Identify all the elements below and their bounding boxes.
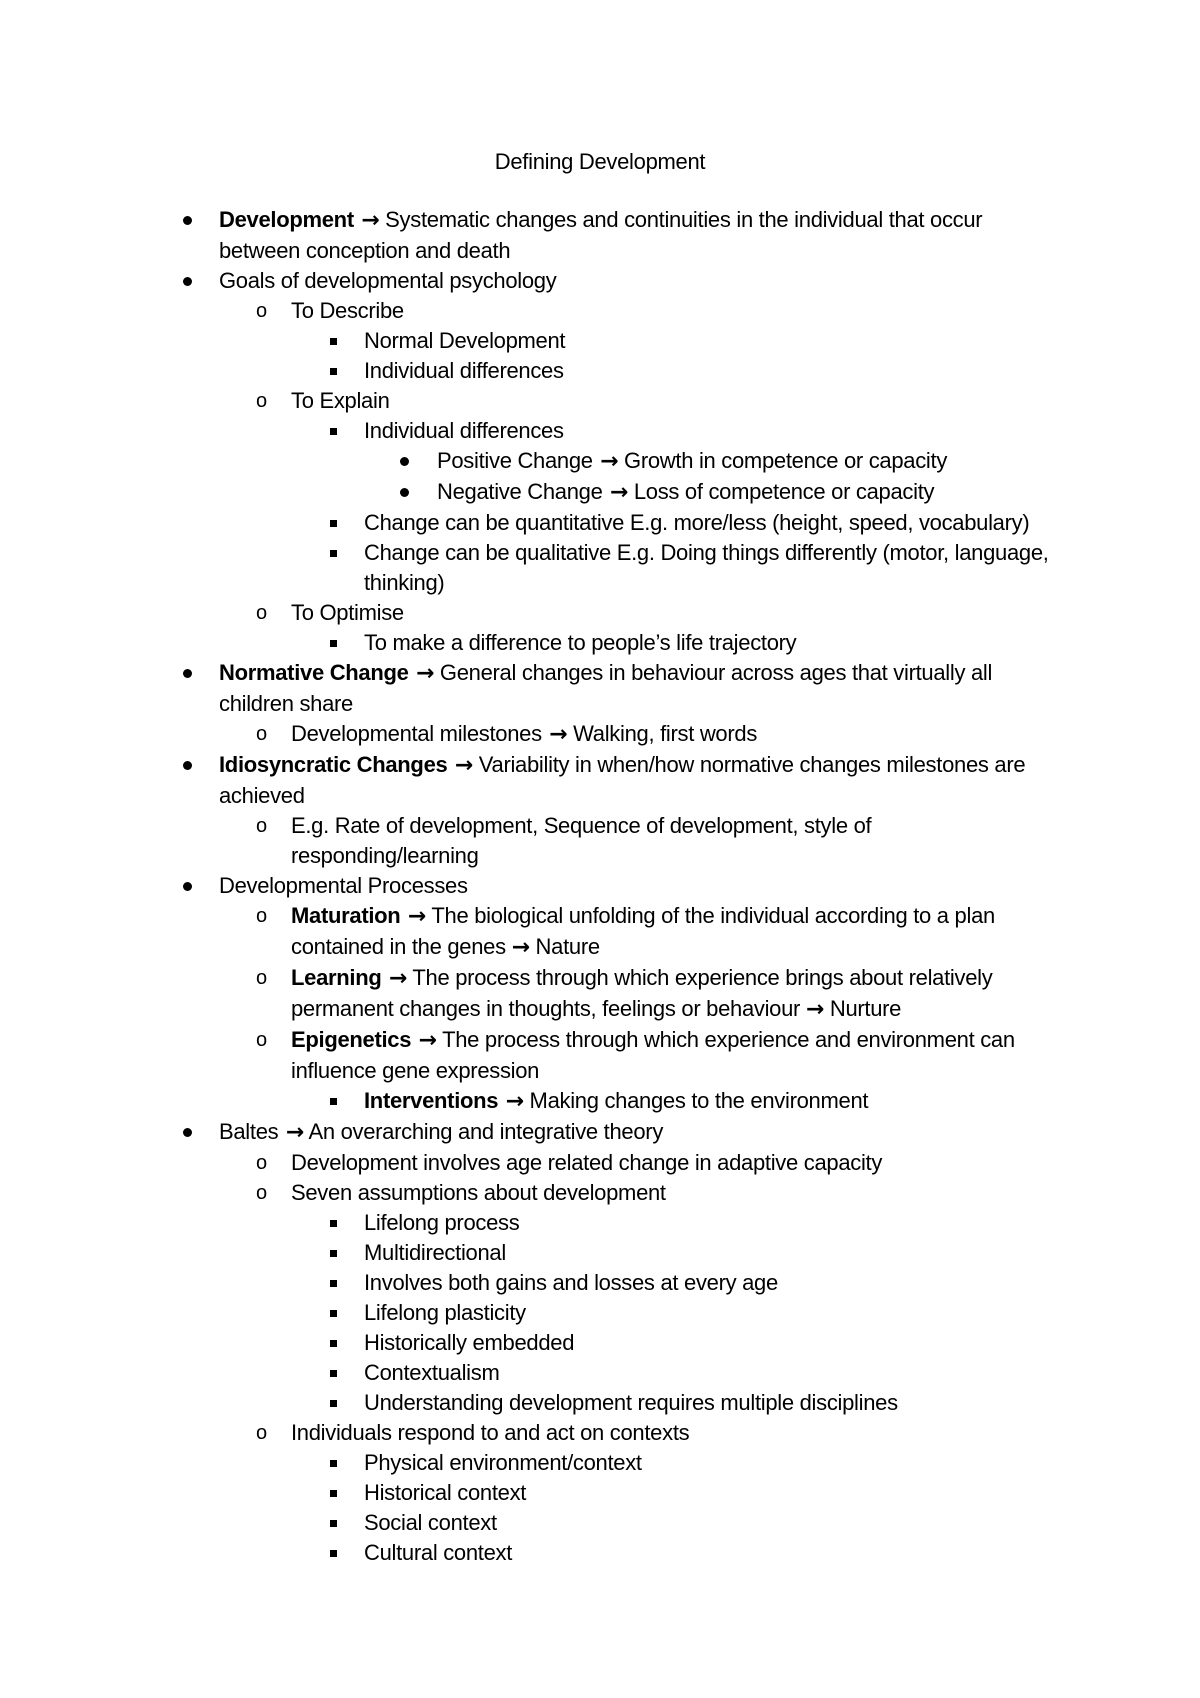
term-label: Normative Change xyxy=(219,660,409,685)
list-item-text xyxy=(291,296,1059,326)
item-text: Cultural context xyxy=(364,1540,513,1565)
list-item-text xyxy=(291,901,1059,963)
item-text: The process through which experience brings about relatively permanent changes in thoughts, feelings or behaviour xyxy=(291,965,993,1021)
list-item xyxy=(0,1508,1059,1538)
bullet-square-icon xyxy=(330,326,337,356)
bullet-dot-icon xyxy=(183,266,192,296)
item-text: Physical environment/context xyxy=(364,1450,642,1475)
list-item-text xyxy=(364,356,1059,386)
bullet-square-icon xyxy=(330,628,337,658)
bullet-dot-icon xyxy=(400,488,409,497)
list-item xyxy=(0,1418,1059,1448)
item-text: Individual differences xyxy=(364,418,564,443)
right-arrow-icon: → xyxy=(381,966,407,991)
bullet-dot-icon xyxy=(183,871,192,901)
bullet-square-icon xyxy=(330,1358,337,1388)
list-item xyxy=(0,1478,1059,1508)
bullet-square-icon xyxy=(330,1220,337,1227)
bullet-circle-icon xyxy=(256,719,267,749)
list-item-text xyxy=(219,1117,1059,1148)
bullet-circle-glyph: o xyxy=(256,967,267,989)
bullet-circle-glyph: o xyxy=(256,905,267,927)
list-item xyxy=(0,296,1059,326)
bullet-dot-icon xyxy=(183,750,192,780)
bullet-square-icon xyxy=(330,1478,337,1508)
item-text: An overarching and integrative theory xyxy=(303,1119,664,1144)
list-item xyxy=(0,1117,1059,1148)
bullet-square-icon xyxy=(330,538,337,568)
bullet-circle-glyph: o xyxy=(256,815,267,837)
list-item-text xyxy=(364,508,1059,538)
list-item-text xyxy=(364,1086,1059,1117)
bullet-dot-icon xyxy=(183,658,192,688)
item-text: Walking, first words xyxy=(567,721,758,746)
list-item-text xyxy=(291,598,1059,628)
bullet-circle-icon xyxy=(256,1148,267,1178)
bullet-square-icon xyxy=(330,1400,337,1407)
right-arrow-icon: → xyxy=(602,480,629,505)
bullet-square-icon xyxy=(330,1098,337,1105)
bullet-square-icon xyxy=(330,1508,337,1538)
bullet-square-icon xyxy=(330,416,337,446)
bullet-dot-icon xyxy=(183,761,192,770)
page-title: Defining Development xyxy=(494,149,706,174)
lead-label: Developmental milestones xyxy=(291,721,542,746)
list-item xyxy=(0,719,1059,750)
item-text: Lifelong plasticity xyxy=(364,1300,526,1325)
tail-text: Nurture xyxy=(824,996,902,1021)
item-text: Lifelong process xyxy=(364,1210,520,1235)
bullet-circle-glyph: o xyxy=(256,1182,267,1204)
item-text: Goals of developmental psychology xyxy=(219,268,557,293)
term-label: Learning xyxy=(291,965,382,990)
list-item xyxy=(0,628,1059,658)
item-text: Loss of competence or capacity xyxy=(628,479,935,504)
bullet-circle-icon xyxy=(256,1178,267,1208)
item-text: To Describe xyxy=(291,298,404,323)
bullet-square-icon xyxy=(330,1550,337,1557)
list-item xyxy=(0,356,1059,386)
list-item xyxy=(0,326,1059,356)
list-item-text xyxy=(364,538,1059,598)
list-item-text xyxy=(364,1538,1059,1568)
list-item xyxy=(0,1148,1059,1178)
bullet-square-icon xyxy=(330,1238,337,1268)
item-text: Developmental Processes xyxy=(219,873,468,898)
list-item xyxy=(0,266,1059,296)
bullet-square-icon xyxy=(330,520,337,527)
bullet-circle-icon xyxy=(256,598,267,628)
list-item xyxy=(0,1025,1059,1086)
right-arrow-icon: → xyxy=(541,722,568,747)
bullet-square-icon xyxy=(330,1340,337,1347)
bullet-square-icon xyxy=(330,1388,337,1418)
bullet-list xyxy=(0,205,1200,1568)
list-item xyxy=(0,901,1059,963)
list-item xyxy=(0,538,1059,598)
list-item xyxy=(0,1208,1059,1238)
list-item xyxy=(0,1178,1059,1208)
list-item xyxy=(0,477,1059,508)
bullet-square-icon xyxy=(330,1086,337,1116)
list-item-text xyxy=(291,1148,1059,1178)
list-item-text xyxy=(364,1448,1059,1478)
bullet-circle-icon xyxy=(256,296,267,326)
term-label: Interventions xyxy=(364,1088,499,1113)
list-item xyxy=(0,1358,1059,1388)
item-text: Variability in when/how normative changes milestones are achieved xyxy=(219,752,1026,808)
bullet-circle-glyph: o xyxy=(256,1152,267,1174)
term-label: Maturation xyxy=(291,903,401,928)
right-arrow-icon: → xyxy=(805,997,825,1022)
list-item xyxy=(0,1298,1059,1328)
lead-label: Positive Change xyxy=(437,448,593,473)
item-text: Making changes to the environment xyxy=(523,1088,869,1113)
item-text: Individuals respond to and act on contexts xyxy=(291,1420,690,1445)
list-item xyxy=(0,1388,1059,1418)
list-item xyxy=(0,658,1059,719)
bullet-square-icon xyxy=(330,1460,337,1467)
list-item xyxy=(0,750,1059,811)
bullet-dot-icon xyxy=(183,882,192,891)
item-text: Change can be quantitative E.g. more/less (height, speed, vocabulary) xyxy=(364,510,1030,535)
list-item xyxy=(0,205,1059,266)
item-text: E.g. Rate of development, Sequence of development, style of responding/learning xyxy=(291,813,872,868)
list-item-text xyxy=(364,326,1059,356)
bullet-circle-glyph: o xyxy=(256,723,267,745)
bullet-dot-icon xyxy=(400,477,409,507)
item-text: General changes in behaviour across ages that virtually all children share xyxy=(219,660,993,716)
item-text: Seven assumptions about development xyxy=(291,1180,666,1205)
bullet-square-icon xyxy=(330,1328,337,1358)
bullet-circle-icon xyxy=(256,811,267,841)
list-item-text xyxy=(364,1358,1059,1388)
lead-label: Negative Change xyxy=(437,479,603,504)
item-text: Development involves age related change in adaptive capacity xyxy=(291,1150,883,1175)
right-arrow-icon: → xyxy=(447,753,473,778)
bullet-dot-icon xyxy=(183,205,192,235)
list-item xyxy=(0,508,1059,538)
list-item xyxy=(0,963,1059,1025)
term-label: Epigenetics xyxy=(291,1027,412,1052)
list-item xyxy=(0,386,1059,416)
list-item-text xyxy=(291,811,1059,871)
list-item xyxy=(0,1448,1059,1478)
list-item-text xyxy=(291,963,1059,1025)
bullet-circle-glyph: o xyxy=(256,1029,267,1051)
bullet-circle-icon xyxy=(256,1418,267,1448)
bullet-dot-icon xyxy=(400,457,409,466)
list-item-text xyxy=(364,1328,1059,1358)
bullet-square-icon xyxy=(330,1538,337,1568)
bullet-circle-glyph: o xyxy=(256,1422,267,1444)
bullet-square-icon xyxy=(330,1370,337,1377)
list-item-text xyxy=(364,1238,1059,1268)
list-item xyxy=(0,1238,1059,1268)
list-item-text xyxy=(364,1208,1059,1238)
item-text: The biological unfolding of the individual according to a plan contained in the genes xyxy=(291,903,995,959)
list-item-text xyxy=(219,658,1059,719)
bullet-square-icon xyxy=(330,508,337,538)
item-text: Historically embedded xyxy=(364,1330,575,1355)
bullet-square-icon xyxy=(330,1448,337,1478)
list-item xyxy=(0,1328,1059,1358)
bullet-square-icon xyxy=(330,1490,337,1497)
bullet-square-icon xyxy=(330,1298,337,1328)
bullet-square-icon xyxy=(330,368,337,375)
list-item-text xyxy=(364,1508,1059,1538)
list-item-text xyxy=(219,871,1059,901)
list-item-text xyxy=(364,416,1059,446)
list-item-text xyxy=(291,1418,1059,1448)
bullet-square-icon xyxy=(330,1280,337,1287)
bullet-dot-icon xyxy=(183,277,192,286)
item-text: The process through which experience and environment can influence gene expression xyxy=(291,1027,1015,1083)
list-item-text xyxy=(364,628,1059,658)
list-item-text xyxy=(291,1178,1059,1208)
list-item-text xyxy=(364,1478,1059,1508)
bullet-square-icon xyxy=(330,356,337,386)
list-item-text xyxy=(364,1268,1059,1298)
bullet-circle-icon xyxy=(256,963,267,993)
bullet-square-icon xyxy=(330,1268,337,1298)
list-item-text xyxy=(291,386,1059,416)
bullet-circle-glyph: o xyxy=(256,300,267,322)
bullet-circle-glyph: o xyxy=(256,390,267,412)
item-text: Understanding development requires multiple disciplines xyxy=(364,1390,898,1415)
list-item-text xyxy=(219,266,1059,296)
item-text: Individual differences xyxy=(364,358,564,383)
bullet-square-icon xyxy=(330,338,337,345)
list-item-text xyxy=(219,750,1059,811)
list-item xyxy=(0,871,1059,901)
right-arrow-icon: → xyxy=(278,1120,304,1145)
list-item xyxy=(0,811,1059,871)
item-text: Systematic changes and continuities in the individual that occur between conception and death xyxy=(219,207,983,263)
bullet-circle-glyph: o xyxy=(256,602,267,624)
bullet-square-icon xyxy=(330,1520,337,1527)
bullet-square-icon xyxy=(330,428,337,435)
bullet-square-icon xyxy=(330,1250,337,1257)
item-text: Social context xyxy=(364,1510,497,1535)
item-text: Historical context xyxy=(364,1480,527,1505)
bullet-square-icon xyxy=(330,640,337,647)
bullet-square-icon xyxy=(330,550,337,557)
right-arrow-icon: → xyxy=(408,661,435,686)
right-arrow-icon: → xyxy=(592,449,619,474)
right-arrow-icon: → xyxy=(411,1028,437,1053)
list-item-text xyxy=(219,205,1059,266)
right-arrow-icon: → xyxy=(353,208,380,233)
item-text: To make a difference to people’s life trajectory xyxy=(364,630,797,655)
list-item xyxy=(0,1538,1059,1568)
list-item-text xyxy=(437,446,1059,477)
item-text: To Explain xyxy=(291,388,390,413)
bullet-dot-icon xyxy=(183,669,192,678)
bullet-square-icon xyxy=(330,1310,337,1317)
list-item xyxy=(0,1086,1059,1117)
item-text: Growth in competence or capacity xyxy=(618,448,948,473)
list-item-text xyxy=(364,1388,1059,1418)
item-text: To Optimise xyxy=(291,600,404,625)
bullet-dot-icon xyxy=(183,216,192,225)
bullet-square-icon xyxy=(330,1208,337,1238)
term-label: Idiosyncratic Changes xyxy=(219,752,448,777)
right-arrow-icon: → xyxy=(498,1089,524,1114)
bullet-circle-icon xyxy=(256,1025,267,1055)
bullet-dot-icon xyxy=(183,1128,192,1137)
list-item-text xyxy=(437,477,1059,508)
list-item-text xyxy=(364,1298,1059,1328)
bullet-circle-icon xyxy=(256,901,267,931)
list-item xyxy=(0,446,1059,477)
bullet-dot-icon xyxy=(183,1117,192,1147)
term-label: Development xyxy=(219,207,354,232)
bullet-circle-icon xyxy=(256,386,267,416)
right-arrow-icon: → xyxy=(400,904,426,929)
item-text: Change can be qualitative E.g. Doing things differently (motor, language, thinking) xyxy=(364,540,1049,595)
lead-label: Baltes xyxy=(219,1119,279,1144)
item-text: Contextualism xyxy=(364,1360,500,1385)
list-item xyxy=(0,416,1059,446)
bullet-dot-icon xyxy=(400,446,409,476)
item-text: Multidirectional xyxy=(364,1240,506,1265)
list-item xyxy=(0,1268,1059,1298)
item-text: Involves both gains and losses at every age xyxy=(364,1270,778,1295)
tail-text: Nature xyxy=(529,934,600,959)
right-arrow-icon: → xyxy=(511,935,530,960)
list-item-text xyxy=(291,719,1059,750)
list-item xyxy=(0,598,1059,628)
list-item-text xyxy=(291,1025,1059,1086)
item-text: Normal Development xyxy=(364,328,566,353)
